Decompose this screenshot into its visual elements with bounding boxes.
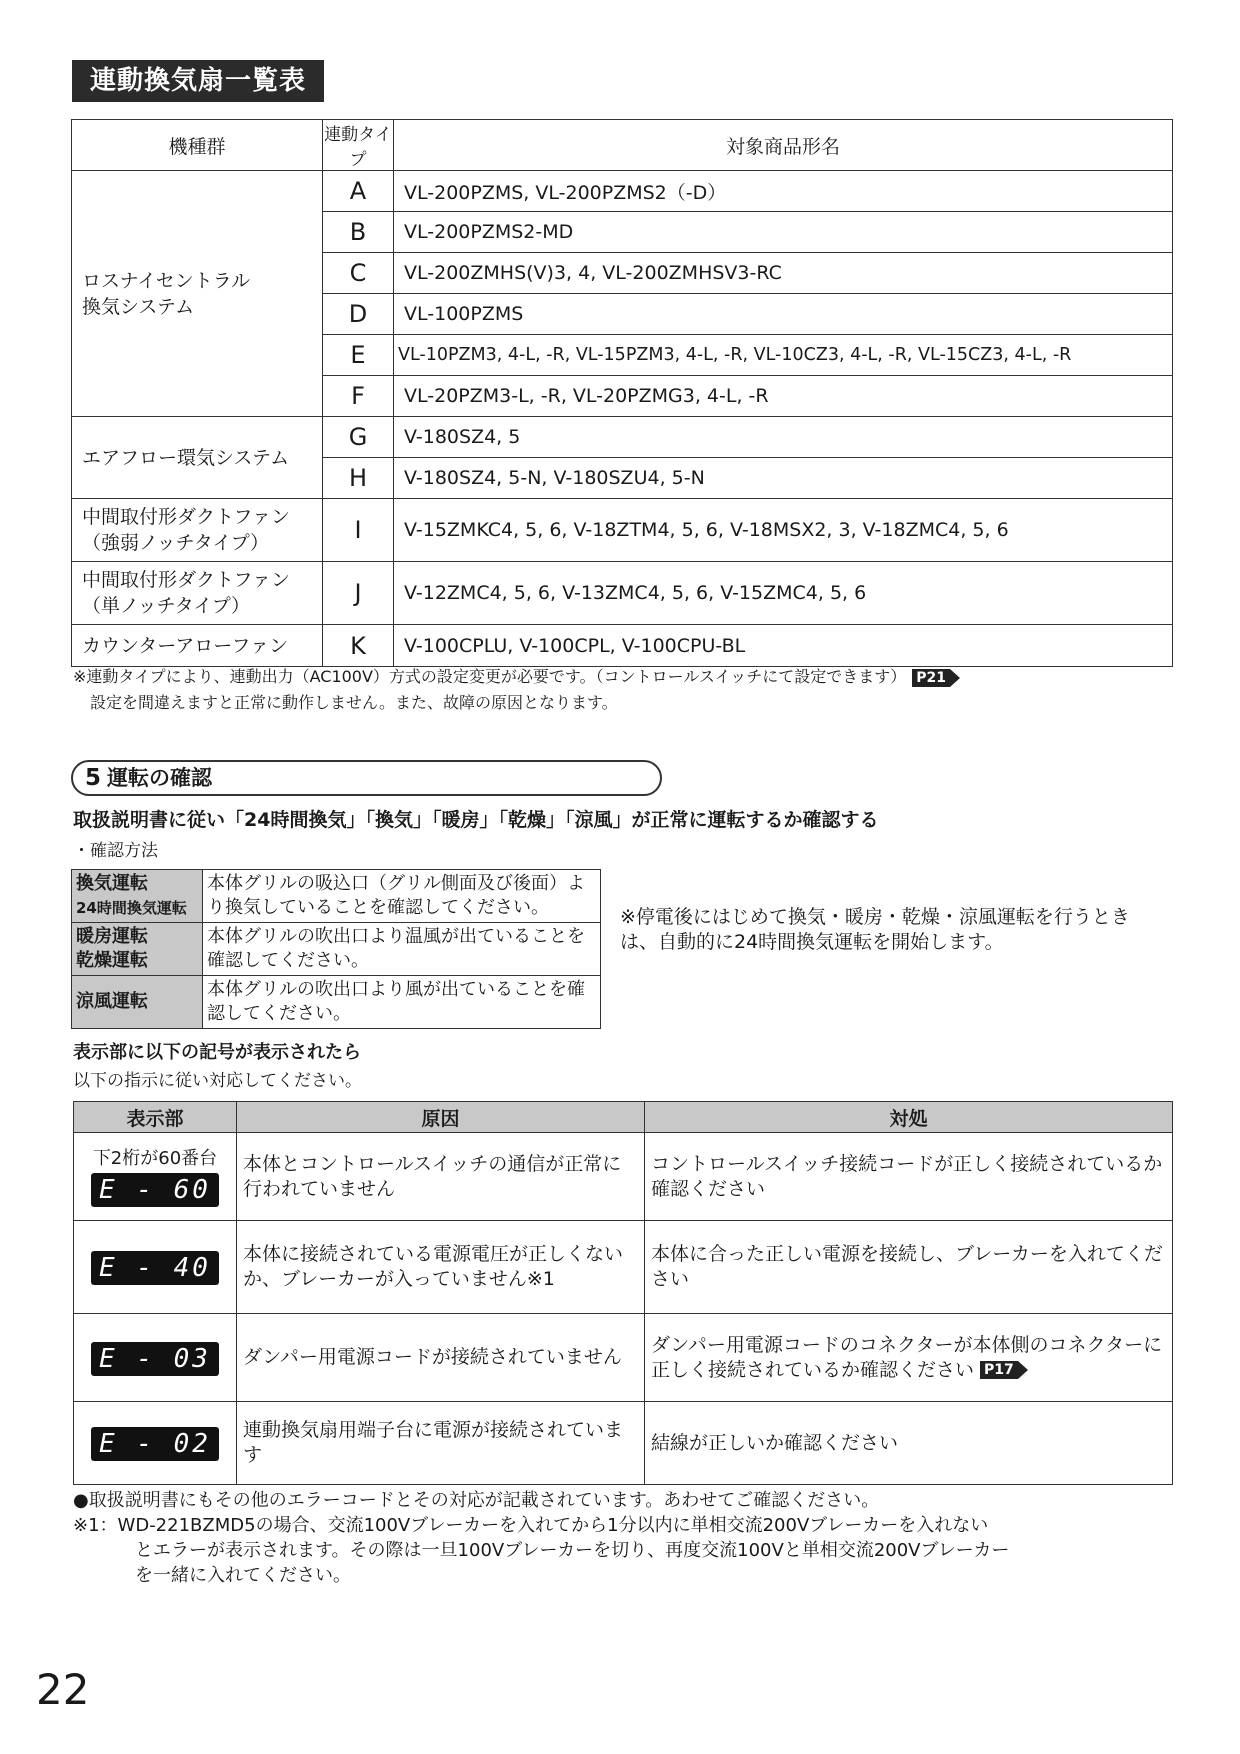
- display-cell: [74, 1314, 237, 1402]
- footer-note: ●取扱説明書にもその他のエラーコードとその対応が記載されています。あわせてご確認ください。: [73, 1490, 880, 1511]
- display-cell: [74, 1133, 237, 1221]
- display-cell: [74, 1221, 237, 1314]
- table-note: [73, 664, 950, 690]
- error-cause: 連動換気扇用端子台に電源が接続されています: [237, 1402, 645, 1485]
- footer-note: を一緒に入れてください。: [135, 1565, 351, 1586]
- header-model-group: 機種群: [72, 120, 323, 171]
- link-type: D: [323, 294, 394, 335]
- product-names: VL-200PZMS2-MD: [394, 212, 1173, 253]
- link-type: H: [323, 458, 394, 499]
- mode-label: [72, 976, 203, 1029]
- error-code-display: E - 40: [91, 1251, 219, 1285]
- header-cause: 原因: [237, 1102, 645, 1133]
- product-names: V-12ZMC4, 5, 6, V-13ZMC4, 5, 6, V-15ZMC4, 5, 6: [394, 562, 1173, 625]
- footer-notes: [73, 1488, 1009, 1588]
- note-text: ※連動タイプにより、連動出力（AC100V）方式の設定変更が必要です。（コントロールスイッチにて設定できます）: [73, 667, 907, 686]
- link-type: K: [323, 625, 394, 667]
- product-names: V-15ZMKC4, 5, 6, V-18ZTM4, 5, 6, V-18MSX2, 3, V-18ZMC4, 5, 6: [394, 499, 1173, 562]
- linked-fan-table: [71, 119, 1173, 667]
- confirm-row: [72, 923, 601, 976]
- power-outage-note: ※停電後にはじめて換気・暖房・乾燥・涼風運転を行うときは、自動的に24時間換気運転を開始します。: [620, 906, 1130, 953]
- group-multiline: 中間取付形ダクトファン （強弱ノッチタイプ）: [82, 506, 291, 554]
- link-type: C: [323, 253, 394, 294]
- mode-name: 換気運転: [76, 873, 148, 894]
- section5-title: 運転の確認: [107, 766, 213, 790]
- link-type: A: [323, 171, 394, 212]
- mode-name: 暖房運転: [76, 926, 148, 947]
- error-row: [74, 1133, 1173, 1221]
- error-table: [73, 1101, 1173, 1485]
- page-ref-badge: P17: [980, 1361, 1018, 1379]
- product-names: VL-100PZMS: [394, 294, 1173, 335]
- page-ref-badge: P21: [912, 669, 950, 687]
- header-link-type: 連動タイプ: [323, 120, 394, 171]
- mode-name: 涼風運転: [76, 991, 148, 1012]
- header-products: 対象商品形名: [394, 120, 1173, 171]
- section5-header: [71, 760, 662, 796]
- mode-label: [72, 923, 203, 976]
- group-name: エアフロー環気システム: [72, 417, 323, 499]
- confirm-table: [71, 869, 601, 1029]
- link-type: E: [323, 335, 394, 376]
- display-heading: 表示部に以下の記号が表示されたら: [73, 1042, 361, 1063]
- error-code-display: E - 02: [91, 1427, 219, 1461]
- display-sub: 以下の指示に従い対応してください。: [73, 1071, 362, 1091]
- footer-note: ※1：WD-221BZMD5の場合、交流100Vブレーカーを入れてから1分以内に単相交流200Vブレーカーを入れない: [73, 1515, 989, 1536]
- group-line: 換気システム: [82, 295, 195, 318]
- group-name: [72, 171, 323, 417]
- group-name: [72, 499, 323, 562]
- error-code-display: E - 03: [91, 1342, 219, 1376]
- error-action: 結線が正しいか確認ください: [645, 1402, 1173, 1485]
- confirm-row: [72, 870, 601, 923]
- product-names: VL-200ZMHS(V)3, 4, VL-200ZMHSV3-RC: [394, 253, 1173, 294]
- group-multiline: 中間取付形ダクトファン （単ノッチタイプ）: [82, 569, 291, 617]
- error-row: [74, 1402, 1173, 1485]
- instruction: 取扱説明書に従い「24時間換気」「換気」「暖房」「乾燥」「涼風」が正常に運転するか確認する: [73, 809, 879, 831]
- header-action: 対処: [645, 1102, 1173, 1133]
- product-names: V-180SZ4, 5: [394, 417, 1173, 458]
- mode-name-2: 24時間換気運転: [76, 899, 187, 917]
- table-note-2: 設定を間違えますと正常に動作しません。また、故障の原因となります。: [90, 693, 618, 712]
- product-names: VL-20PZM3-L, -R, VL-20PZMG3, 4-L, -R: [394, 376, 1173, 417]
- link-type: B: [323, 212, 394, 253]
- header-display: 表示部: [74, 1102, 237, 1133]
- group-name: [72, 562, 323, 625]
- method-label: ・確認方法: [73, 841, 158, 861]
- action-text: ダンパー用電源コードのコネクターが本体側のコネクターに正しく接続されているか確認ください: [651, 1333, 1163, 1381]
- error-action: [645, 1314, 1173, 1402]
- group-line: ロスナイセントラル: [82, 269, 251, 292]
- error-cause: 本体に接続されている電源電圧が正しくないか、ブレーカーが入っていません※1: [237, 1221, 645, 1314]
- link-type: F: [323, 376, 394, 417]
- footer-note: とエラーが表示されます。その際は一旦100Vブレーカーを切り、再度交流100Vと単相交流200Vブレーカー: [135, 1540, 1010, 1561]
- product-names: VL-200PZMS, VL-200PZMS2（-D）: [394, 171, 1173, 212]
- error-cause: ダンパー用電源コードが接続されていません: [237, 1314, 645, 1402]
- error-code-display: E - 60: [91, 1173, 219, 1207]
- error-cause: 本体とコントロールスイッチの通信が正常に行われていません: [237, 1133, 645, 1221]
- confirm-text: 本体グリルの吹出口より風が出ていることを確認してください。: [203, 976, 601, 1029]
- error-row: [74, 1221, 1173, 1314]
- error-action: 本体に合った正しい電源を接続し、ブレーカーを入れてください: [645, 1221, 1173, 1314]
- confirm-row: [72, 976, 601, 1029]
- confirm-text: 本体グリルの吹出口より温風が出ていることを確認してください。: [203, 923, 601, 976]
- mode-label: [72, 870, 203, 923]
- group-name: カウンターアローファン: [72, 625, 323, 667]
- link-type: J: [323, 562, 394, 625]
- confirm-text: 本体グリルの吸込口（グリル側面及び後面）より換気していることを確認してください。: [203, 870, 601, 923]
- product-names: V-180SZ4, 5-N, V-180SZU4, 5-N: [394, 458, 1173, 499]
- error-row: [74, 1314, 1173, 1402]
- section-title: 連動換気扇一覧表: [72, 60, 324, 102]
- product-names: V-100CPLU, V-100CPL, V-100CPU-BL: [394, 625, 1173, 667]
- page-number: 22: [36, 1665, 90, 1714]
- section-number: 5: [85, 765, 102, 791]
- display-prefix: 下2桁が60番台: [92, 1148, 218, 1169]
- link-type: G: [323, 417, 394, 458]
- display-cell: [74, 1402, 237, 1485]
- product-names: VL-10PZM3, 4-L, -R, VL-15PZM3, 4-L, -R, VL-10CZ3, 4-L, -R, VL-15CZ3, 4-L, -R: [394, 335, 1173, 376]
- link-type: I: [323, 499, 394, 562]
- error-action: コントロールスイッチ接続コードが正しく接続されているか確認ください: [645, 1133, 1173, 1221]
- mode-name-2: 乾燥運転: [76, 950, 148, 971]
